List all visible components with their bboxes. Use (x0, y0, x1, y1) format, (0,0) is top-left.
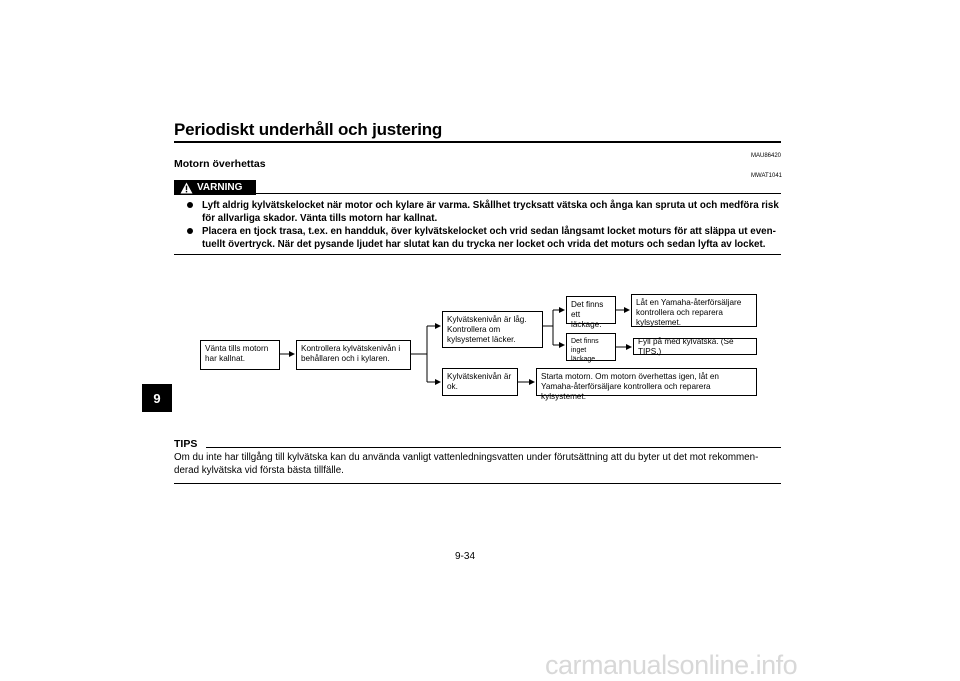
flow-box-low: Kylvätskenivån är låg. Kontrollera om kylsystemet läcker. (442, 311, 543, 348)
flow-box-ok: Kylvätskenivån är ok. (442, 368, 518, 396)
page-title: Periodiskt underhåll och justering (174, 120, 443, 139)
warning-label: VARNING (197, 182, 243, 193)
tips-text: Om du inte har tillgång till kylvätska kan du använda vanligt vattenledningsvatten under förutsättning att du byter ut det mot rekommen-derad kylvätska vid första bästa tillfälle. (174, 452, 759, 476)
flow-box-noleak: Det finns inget läckage. (566, 333, 616, 361)
warning-code: MWAT1041 (751, 173, 783, 179)
flow-box-check: Kontrollera kylvätskenivån i behållaren och i kylaren. (296, 340, 411, 370)
tips-end-divider (174, 483, 781, 484)
flow-box-repair: Låt en Yamaha-återförsäljare kontrollera och reparera kylsystemet. (631, 294, 757, 327)
flow-box-leak: Det finns ett läckage. (566, 296, 616, 324)
page-number: 9-34 (455, 551, 476, 562)
flow-box-start: Starta motorn. Om motorn överhettas igen, låt en Yamaha-återförsäljare kontrollera och reparera kylsystemet. (536, 368, 757, 396)
tips-label: TIPS (174, 438, 198, 450)
tips-divider (206, 447, 781, 448)
section-heading: Motorn överhettas (174, 158, 266, 170)
warning-item-text: Placera en tjock trasa, t.ex. en handduk, över kylvätskelocket och vrid sedan långsamt locket moturs för att släppa ut even-tuellt övertryck. När det pysande ljudet har slutat kan du trycka ner locket och vrida det moturs och sedan lyfta av locket. (202, 226, 776, 250)
chapter-tab: 9 (142, 384, 172, 412)
flow-box-fill: Fyll på med kylvätska. (Se TIPS.) (633, 338, 757, 355)
section-code: MAU86420 (751, 153, 782, 159)
watermark: carmanualsonline.info (545, 650, 798, 680)
flow-box-wait: Vänta tills motorn har kallnat. (200, 340, 280, 370)
warning-item-text: Lyft aldrig kylvätskelocket när motor och kylare är varma. Skållhet trycksatt vätska och ånga kan spruta ut och medföra risk för allvarliga skador. Vänta tills motorn har kallnat. (202, 200, 779, 224)
